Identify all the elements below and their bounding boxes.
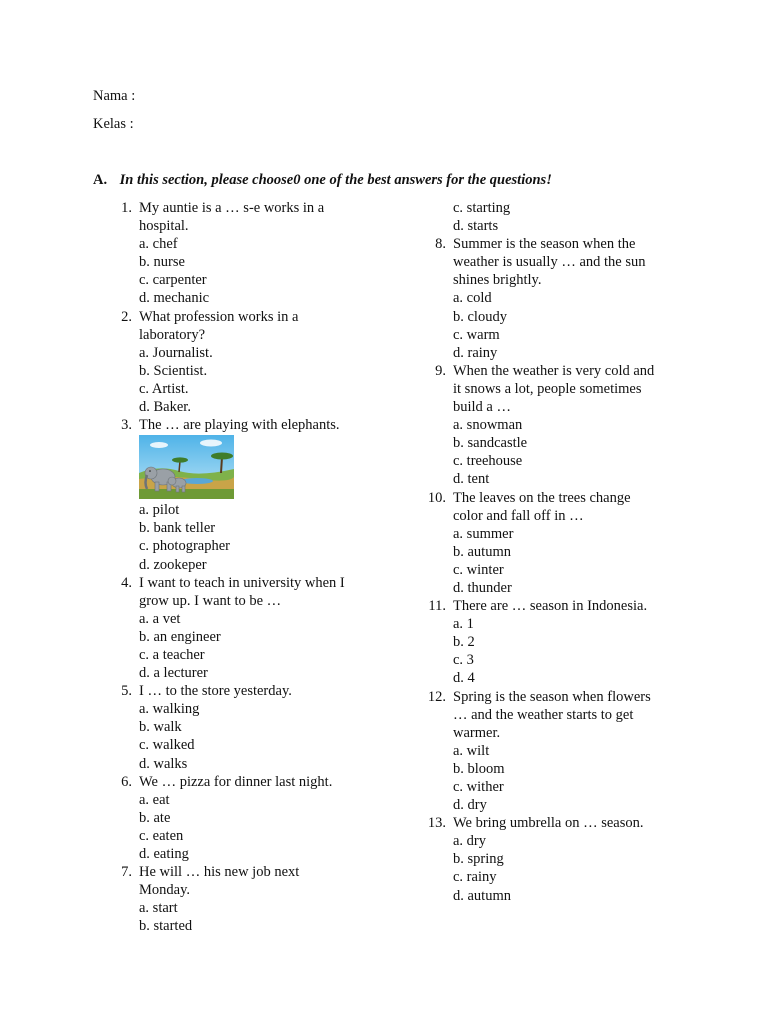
question-row — [407, 597, 687, 615]
question-text — [139, 199, 383, 235]
answer-option: b. nurse — [139, 254, 185, 271]
answer-option: a. dry — [453, 833, 487, 850]
answer-option: b. autumn — [453, 543, 511, 560]
question-text — [453, 235, 687, 289]
answer-option: d. walks — [139, 755, 188, 772]
question-row — [93, 416, 383, 434]
answer-options — [93, 700, 383, 772]
question-row — [93, 682, 383, 700]
answer-option: b. ate — [139, 809, 171, 826]
answer-option: a. a vet — [139, 610, 181, 627]
answer-option: d. Baker. — [139, 399, 191, 416]
question-text-line: it snows a lot, people sometimes — [453, 380, 642, 397]
answer-option: b. 2 — [453, 634, 475, 651]
question-number: 13. — [427, 815, 446, 832]
answer-option: d. thunder — [453, 579, 512, 596]
question-text-line: What profession works in a — [139, 308, 299, 325]
question-row — [93, 574, 383, 610]
answer-option: b. cloudy — [453, 308, 507, 325]
question-item — [93, 416, 383, 573]
question-row — [407, 688, 687, 742]
question-text-line: The … are playing with elephants. — [139, 417, 340, 434]
question-number: 2. — [121, 308, 132, 325]
left-question-column — [93, 199, 383, 935]
answer-option: c. carpenter — [139, 272, 207, 289]
answer-option: d. 4 — [453, 670, 475, 687]
question-item — [93, 773, 383, 863]
question-number: 12. — [427, 688, 446, 705]
answer-option: d. rainy — [453, 344, 498, 361]
answer-option: a. chef — [139, 236, 178, 253]
question-item — [407, 688, 687, 815]
answer-option: d. dry — [453, 797, 487, 814]
answer-option: a. wilt — [453, 742, 490, 759]
question-item — [93, 199, 383, 308]
question-text-line: When the weather is very cold and — [453, 362, 655, 379]
question-text-line: weather is usually … and the sun — [453, 254, 646, 271]
answer-option: c. starting — [453, 200, 511, 216]
answer-option: a. start — [139, 900, 178, 917]
question-text — [453, 597, 687, 615]
answer-options — [93, 791, 383, 863]
answer-option: d. zookeper — [139, 556, 207, 573]
question-text-line: laboratory? — [139, 326, 206, 343]
question-item — [93, 574, 383, 683]
question-number: 1. — [121, 200, 132, 216]
question-item — [407, 489, 687, 598]
question-text — [453, 489, 687, 525]
answer-options — [407, 742, 687, 814]
question-text-line: I want to teach in university when I — [139, 574, 345, 591]
answer-option: b. bloom — [453, 760, 505, 777]
answer-options — [407, 416, 687, 488]
answer-option: c. photographer — [139, 538, 230, 555]
question-row — [407, 489, 687, 525]
answer-option: b. sandcastle — [453, 435, 528, 452]
answer-options — [407, 525, 687, 597]
answer-option: d. starts — [453, 218, 499, 235]
section-letter: A. — [93, 172, 108, 188]
question-text-line: My auntie is a … s-e works in a — [139, 200, 325, 216]
question-item — [93, 682, 383, 772]
answer-options — [93, 435, 383, 573]
question-item — [407, 814, 687, 904]
question-row — [93, 199, 383, 235]
question-text — [139, 773, 383, 791]
question-item — [93, 863, 383, 935]
answer-option: c. 3 — [453, 652, 474, 669]
answer-option: b. Scientist. — [139, 362, 208, 379]
answer-option: a. Journalist. — [139, 344, 213, 361]
question-item — [93, 308, 383, 417]
question-row — [407, 235, 687, 289]
answer-options — [407, 832, 687, 904]
question-text-line: Summer is the season when the — [453, 236, 636, 253]
answer-options — [407, 615, 687, 687]
answer-option: c. warm — [453, 326, 500, 343]
answer-option: a. summer — [453, 525, 514, 542]
answer-option: c. a teacher — [139, 646, 205, 663]
question-text-line: warmer. — [453, 724, 501, 741]
question-number: 3. — [121, 417, 132, 434]
question-text-line: We bring umbrella on … season. — [453, 815, 644, 832]
answer-option: b. walk — [139, 719, 182, 736]
question-text-line: He will … his new job next — [139, 864, 300, 881]
section-instruction: In this section, please choose0 one of the best answers for the questions! — [119, 172, 552, 188]
answer-options — [93, 235, 383, 307]
question-text-line: There are … season in Indonesia. — [453, 598, 648, 615]
question-row — [93, 863, 383, 899]
question-number: 5. — [121, 683, 132, 700]
question-text — [139, 308, 383, 344]
question-text-line: grow up. I want to be … — [139, 592, 282, 609]
question-text-line: hospital. — [139, 218, 189, 235]
question-row — [93, 773, 383, 791]
answer-option: b. started — [139, 918, 193, 935]
question-text-line: I … to the store yesterday. — [139, 683, 292, 700]
question-text — [139, 863, 383, 899]
section-heading — [93, 171, 552, 189]
answer-option: b. bank teller — [139, 520, 216, 537]
question-item — [407, 362, 687, 489]
question-text — [139, 574, 383, 610]
elephant-savanna-image — [139, 435, 234, 499]
answer-options — [93, 610, 383, 682]
answer-option: d. a lecturer — [139, 665, 208, 682]
answer-option: d. mechanic — [139, 290, 210, 307]
question-text — [453, 814, 687, 832]
question-row — [407, 814, 687, 832]
question-number: 8. — [435, 236, 446, 253]
answer-option: b. spring — [453, 851, 504, 868]
answer-options — [407, 289, 687, 361]
question-text-line: The leaves on the trees change — [453, 489, 631, 506]
question-text — [453, 688, 687, 742]
answer-options — [93, 344, 383, 416]
name-field-label: Nama : — [93, 88, 136, 104]
question-number: 11. — [428, 598, 446, 615]
question-text — [139, 682, 383, 700]
answer-option: c. Artist. — [139, 380, 189, 397]
question-text-line: Spring is the season when flowers — [453, 688, 651, 705]
answer-option: c. walked — [139, 737, 195, 754]
question-item — [407, 597, 687, 687]
question-number: 9. — [435, 362, 446, 379]
answer-option: a. 1 — [453, 616, 474, 633]
continued-options — [407, 199, 687, 235]
question-number: 7. — [121, 864, 132, 881]
question-text-line: Monday. — [139, 882, 191, 899]
answer-option: d. autumn — [453, 887, 511, 904]
question-number: 6. — [121, 773, 132, 790]
answer-option: c. eaten — [139, 827, 184, 844]
question-number: 10. — [427, 489, 446, 506]
question-text-line: We … pizza for dinner last night. — [139, 773, 333, 790]
question-text-line: shines brightly. — [453, 272, 542, 289]
answer-option: a. pilot — [139, 502, 180, 519]
answer-option: a. cold — [453, 290, 492, 307]
question-row — [93, 308, 383, 344]
class-field-label: Kelas : — [93, 116, 134, 132]
answer-option: a. eat — [139, 791, 170, 808]
answer-option: a. snowman — [453, 417, 523, 434]
question-number: 4. — [121, 574, 132, 591]
question-text-line: color and fall off in … — [453, 507, 584, 524]
question-text-line: build a … — [453, 399, 511, 416]
answer-option: c. rainy — [453, 869, 497, 886]
answer-option: c. wither — [453, 779, 504, 795]
answer-option: b. an engineer — [139, 628, 221, 645]
answer-option: d. eating — [139, 846, 189, 862]
question-text — [453, 362, 687, 416]
answer-options — [93, 899, 383, 935]
question-item — [407, 235, 687, 362]
question-row — [407, 362, 687, 416]
answer-option: a. walking — [139, 701, 200, 718]
question-text — [139, 416, 383, 434]
answer-option: c. treehouse — [453, 453, 523, 470]
answer-option: c. winter — [453, 561, 504, 578]
question-text-line: … and the weather starts to get — [453, 706, 634, 723]
right-question-column — [407, 199, 687, 905]
answer-option: d. tent — [453, 471, 490, 488]
